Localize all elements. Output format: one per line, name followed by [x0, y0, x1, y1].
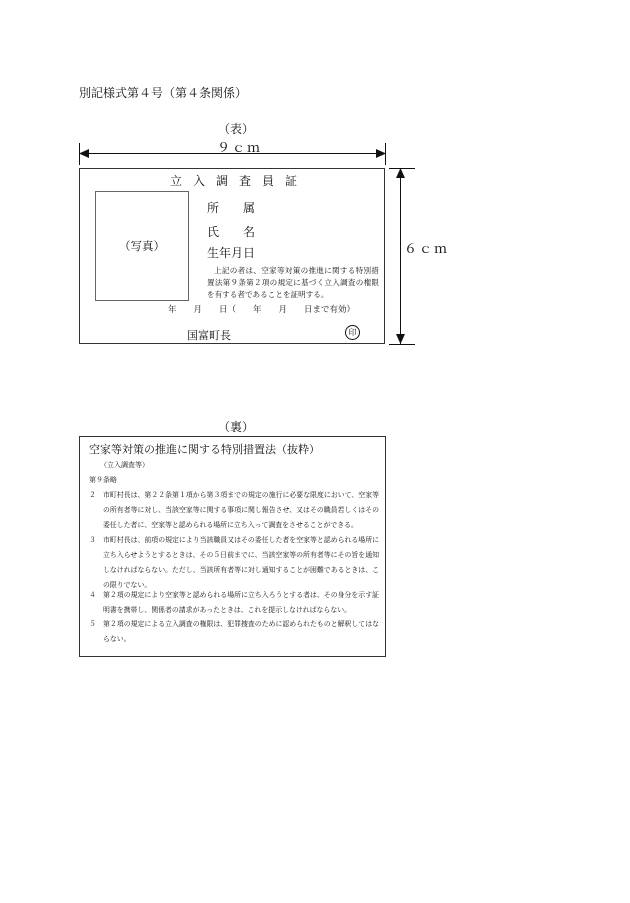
height-dimension-tick-bottom — [389, 344, 415, 345]
arrow-right-icon — [376, 149, 386, 158]
paragraph-text: 市町村長は、第２２条第１項から第３項までの規定の施行に必要な限度において、空家等の所有者等に対し、当該空家等に関する事項に関し報告させ、又はその職員若しくはその委任した者に、空家等と認められる場所に立ち入って調査をさせることができる。 — [103, 491, 379, 529]
law-paragraph — [89, 588, 379, 618]
paragraph-number: ２ — [89, 491, 96, 499]
height-dimension-label: ６ｃｍ — [404, 242, 450, 257]
photo-placeholder — [95, 191, 189, 301]
front-label: （表） — [218, 122, 255, 136]
id-card-front — [79, 168, 385, 344]
law-title: 空家等対策の推進に関する特別措置法（抜粋） — [89, 443, 320, 456]
law-paragraph — [89, 488, 379, 533]
paragraph-number: ５ — [89, 620, 96, 628]
name-field-label: 氏 名 — [207, 225, 256, 239]
article-label: 第９条略 — [89, 476, 117, 484]
paragraph-text: 第２項の規定により空家等と認められる場所に立ち入ろうとする者は、その身分を示す証明書を携帯し、関係者の請求があったときは、これを提示しなければならない。 — [103, 591, 379, 614]
section-subheading: （立入調査等） — [100, 461, 149, 469]
paragraph-number: ３ — [89, 536, 96, 544]
validity-period: 年 月 日（ 年 月 日まで有効） — [168, 305, 356, 315]
arrow-left-icon — [79, 149, 89, 158]
arrow-down-icon — [396, 334, 405, 344]
width-dimension-line — [79, 153, 385, 154]
paragraph-text: 市町村長は、前項の規定により当該職員又はその委任した者を空家等と認められる場所に立ち入らせようとするときは、その５日前までに、当該空家等の所有者等にその旨を通知しなければならない。ただし、当該所有者等に対し通知することが困難であるときは、この限りでない。 — [103, 536, 379, 589]
birthdate-field-label: 生年月日 — [207, 246, 256, 260]
height-dimension-line — [400, 168, 401, 344]
affiliation-field-label: 所 属 — [207, 201, 256, 215]
law-paragraph — [89, 533, 379, 593]
width-dimension-label: ９ｃｍ — [217, 141, 263, 156]
issuer-name: 国富町長 — [187, 329, 231, 342]
id-card-back — [79, 436, 386, 657]
law-paragraph — [89, 617, 379, 647]
photo-label: （写真） — [119, 239, 165, 253]
paragraph-text: 第２項の規定による立入調査の権限は、犯罪捜査のために認められたものと解釈してはならない。 — [103, 620, 379, 643]
document-title: 別記様式第４号（第４条関係） — [79, 86, 248, 100]
back-label: （裏） — [218, 420, 255, 434]
seal-icon: 印 — [345, 325, 360, 340]
arrow-up-icon — [396, 168, 405, 178]
certification-text: 上記の者は、空家等対策の推進に関する特別措置法第９条第２項の規定に基づく立入調査の権限を有する者であることを証明する。 — [207, 266, 379, 299]
paragraph-number: ４ — [89, 591, 96, 599]
card-title: 立入調査員証 — [170, 174, 309, 188]
